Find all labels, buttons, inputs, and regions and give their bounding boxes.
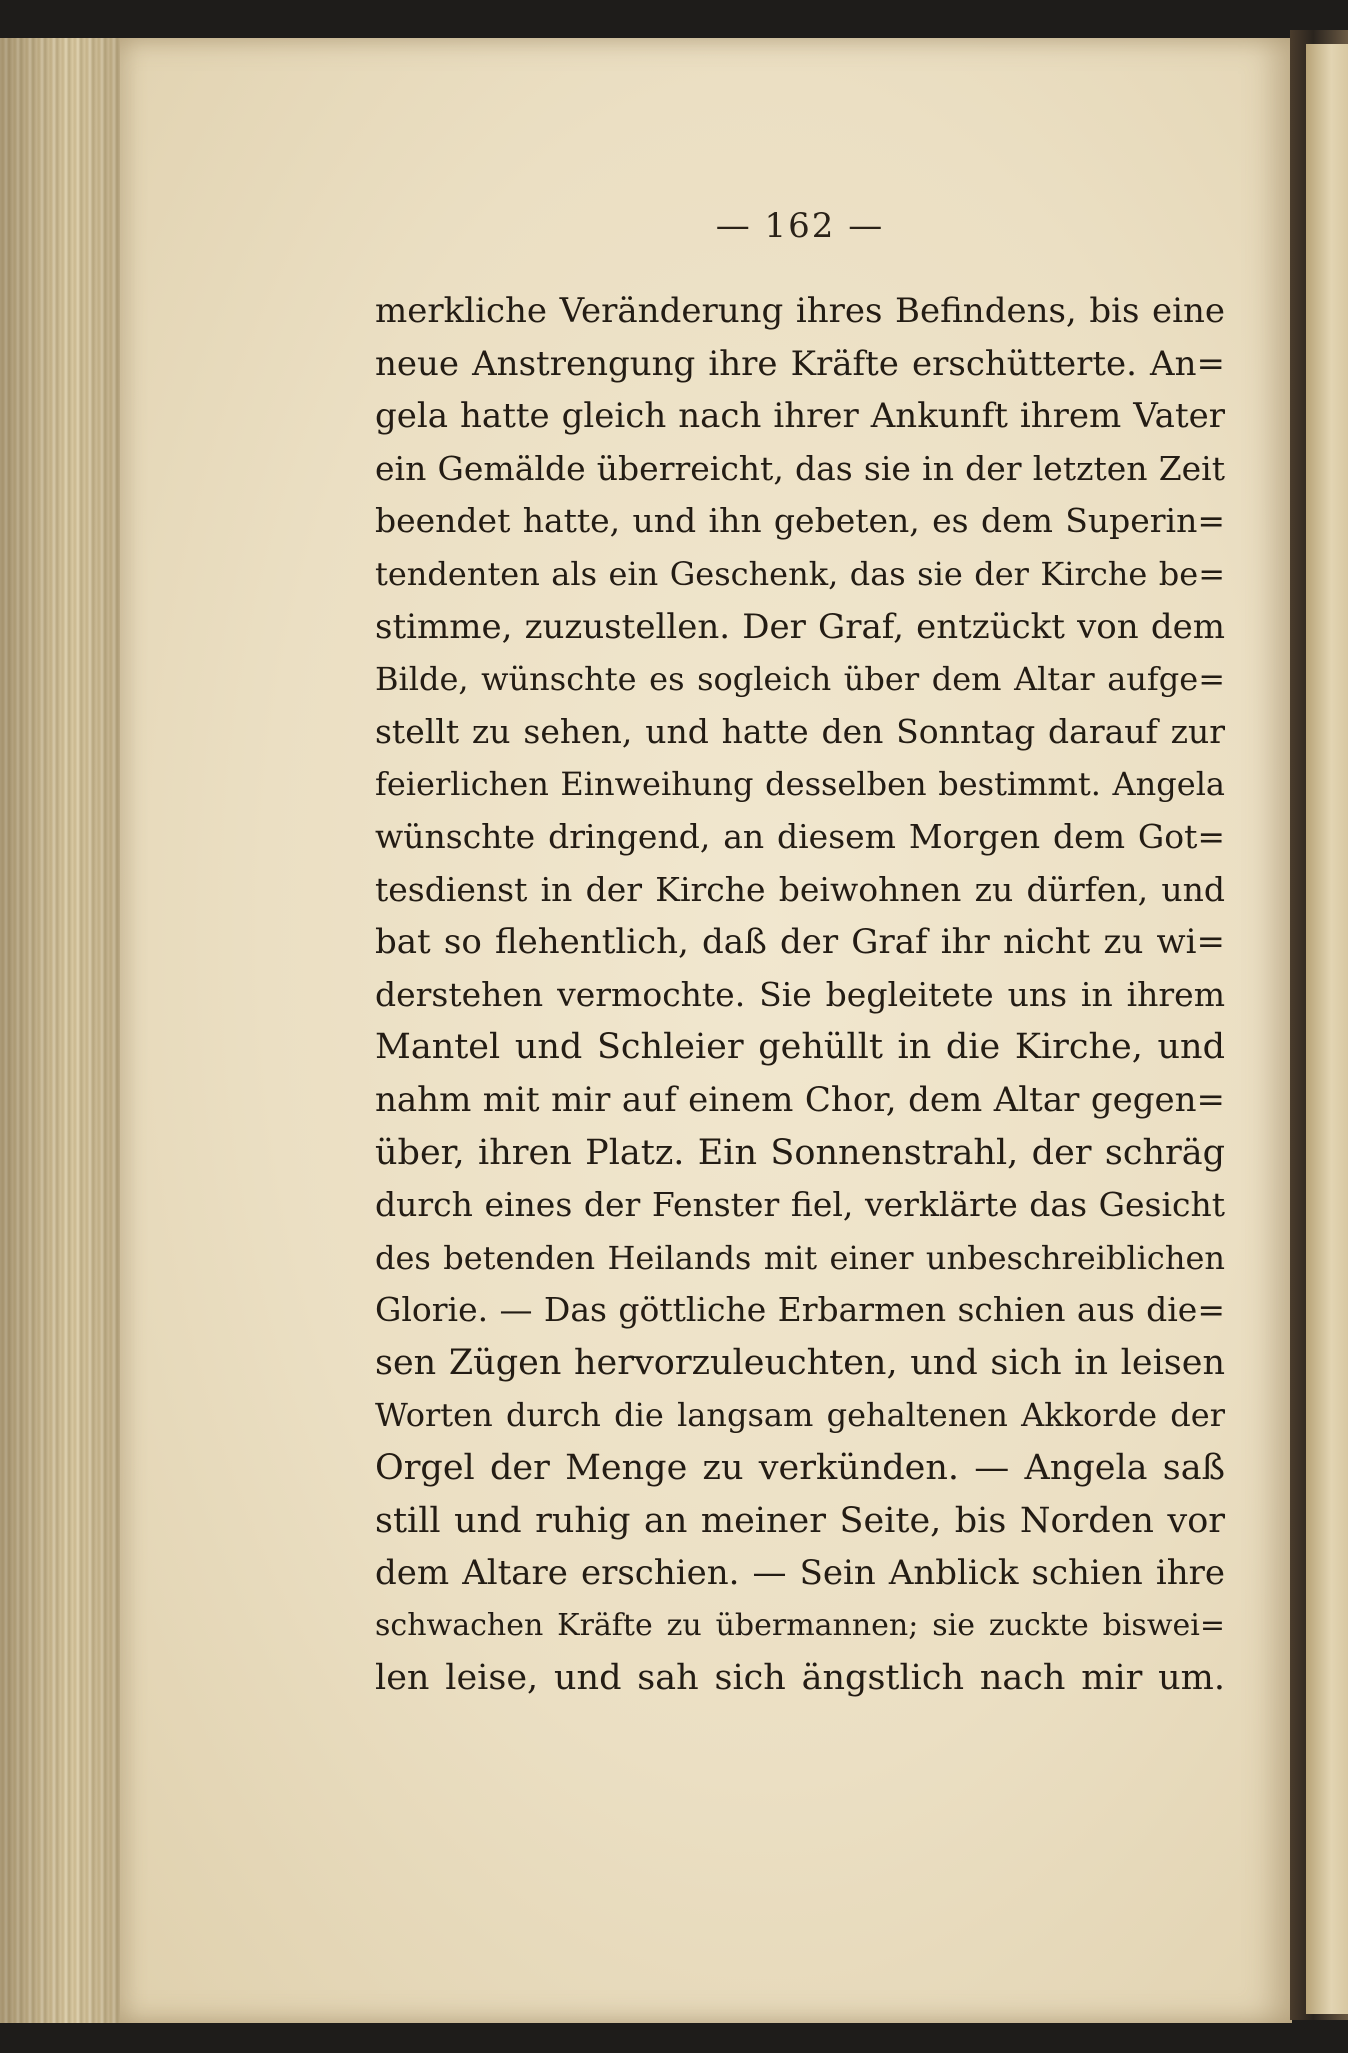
text-line: tendenten als ein Geschenk, das sie der Kirche be=: [375, 554, 1225, 593]
body-text: [375, 285, 1225, 1705]
page-number: — 162 —: [715, 206, 885, 246]
text-line: beendet hatte, und ihn gebeten, es dem Superin=: [375, 501, 1225, 541]
text-line: wünschte dringend, an diesem Morgen dem Got=: [375, 816, 1225, 856]
text-line: Bilde, wünschte es sogleich über dem Altar aufge=: [375, 660, 1225, 699]
text-line: len leise, und sah sich ängstlich nach mir um.: [375, 1658, 1225, 1699]
text-line: durch eines der Fenster fiel, verklärte das Gesicht: [375, 1185, 1225, 1225]
text-line: nahm mit mir auf einem Chor, dem Altar gegen=: [375, 1079, 1225, 1120]
text-line: feierlichen Einweihung desselben bestimmt. Angela: [375, 765, 1225, 804]
text-line: bat so flehentlich, daß der Graf ihr nicht zu wi=: [375, 922, 1225, 963]
text-line: ein Gemälde überreicht, das sie in der letzten Zeit: [375, 448, 1225, 488]
text-line: Worten durch die langsam gehaltenen Akkorde der: [375, 1396, 1225, 1435]
text-line: derstehen vermochte. Sie begleitete uns in ihrem: [375, 974, 1225, 1014]
text-line: merkliche Veränderung ihres Befindens, bis eine: [375, 291, 1225, 331]
text-line: dem Altare erschien. — Sein Anblick schien ihre: [375, 1553, 1225, 1594]
text-line: neue Anstrengung ihre Kräfte erschütterte. An=: [375, 343, 1225, 384]
text-line: stimme, zuzustellen. Der Graf, entzückt von dem: [375, 606, 1225, 647]
facing-page-edge: [1306, 44, 1348, 2014]
text-line: still und ruhig an meiner Seite, bis Norden vor: [375, 1500, 1225, 1541]
text-line: über, ihren Platz. Ein Sonnenstrahl, der schräg: [375, 1132, 1225, 1173]
text-line: stellt zu sehen, und hatte den Sonntag darauf zur: [375, 711, 1225, 751]
page-edges: [0, 38, 122, 2023]
text-line: Orgel der Menge zu verkünden. — Angela saß: [375, 1448, 1225, 1489]
text-line: Glorie. — Das göttliche Erbarmen schien aus die=: [375, 1290, 1225, 1330]
text-line: sen Zügen hervorzuleuchten, und sich in leisen: [375, 1342, 1225, 1383]
text-line: Mantel und Schleier gehüllt in die Kirche, und: [375, 1027, 1225, 1068]
text-line: des betenden Heilands mit einer unbeschreiblichen: [375, 1238, 1225, 1277]
text-line: tesdienst in der Kirche beiwohnen zu dürfen, und: [375, 869, 1225, 909]
text-line: schwachen Kräfte zu übermannen; sie zuckte biswei=: [375, 1607, 1225, 1643]
text-line: gela hatte gleich nach ihrer Ankunft ihrem Vater: [375, 396, 1225, 437]
